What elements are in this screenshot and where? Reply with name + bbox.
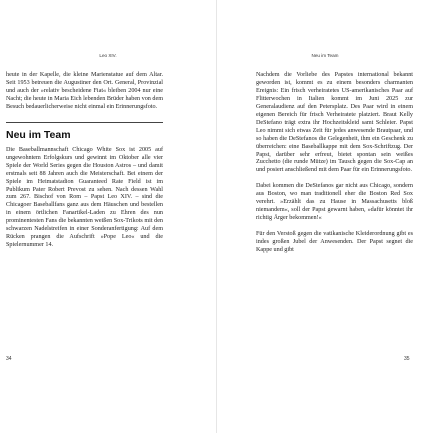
running-head-left: Leo XIV.	[99, 53, 117, 58]
page-number-left: 34	[6, 356, 12, 362]
paragraph-white-sox: Die Baseballmannschaft Chicago White Sox ist 2005 auf ungewohntem Erfolgskurs und gewinnt im Oktober alle vier Spiele der World Series gegen die Houston Astros – und damit erstmals seit 88 Jahren auch die Meisterschaft. Bei einem der Spiele im Heimatstadion Guaranteed Rate Field ist im Publikum Pater Robert Prevost zu sehen. Nach dessen Wahl zum 267. Bischof von Rom – Papst Leo XIV. – sind die Chicagoer Baseballfans ganz aus dem Häuschen und bestellen in einem örtlichen Fanartikel-Laden zu Ehren des nun prominentesten Fans die bekannten weißen Sox-Trikots mit den schwarzen Nadelstreifen in einer Sonderanfertigung: Auf dem Rücken prangen die Aufschrift »Pope Leo« und die Spielernummer 14.	[6, 146, 163, 249]
right-text-column	[256, 72, 413, 255]
section-divider	[6, 122, 163, 123]
right-page	[217, 0, 433, 433]
paragraph-intro: heute in der Kapelle, die kleine Marienstatue auf dem Altar. Seit 1953 betreuen die Augustiner den Ort. General, Provinzial und auch der »relativ bescheidene Fiat« bleiben 2004 nur eine Nacht; die heute in Maria Eich lebenden Brüder haben von dem Besuch bedauerlicherweise nicht einmal ein Erinnerungsfoto.	[6, 72, 163, 110]
paragraph-dress-code: Für den Verstoß gegen die vatikanische Kleiderordnung gibt es indes großen Jubel der Anwesenden. Der Papst segnet die Kappe und gibt	[256, 231, 413, 253]
section-heading: Neu im Team	[6, 128, 71, 141]
page-number-right: 35	[404, 356, 410, 362]
left-text-column	[6, 72, 163, 250]
left-page	[0, 0, 216, 433]
paragraph-boston: Dabei kommen die DeStefanos gar nicht aus Chicago, sondern aus Boston, wo man traditionell eher die Boston Red Sox verehrt. »Erzählt das zu Hause in Massachusetts bloß niemandem«, soll der Papst gewarnt haben, »dafür könntet ihr richtig Ärger bekommen!«	[256, 183, 413, 222]
running-head-right: Neu im Team	[311, 53, 339, 58]
paragraph-wedding-couple: Nachdem die Vorliebe des Papstes international bekannt geworden ist, kommt es zu einem besonders charmanten Ereignis: Ein frisch verheiratetes US-amerikanisches Paar auf Flitterwochen in Italien kommt im Juni 2025 zur Generalaudienz auf den Petersplatz. Des Paar wird in einem eigenen Bereich für frisch Verheiratete platziert. Braut Kelly DeStefano trägt extra ihr Hochzeitskleid samt Schleier. Papst Leo nimmt sich etwas Zeit für jedes anwesende Brautpaar, und so haben die DeStefanos die Gelegenheit, ihm ein Geschenk zu überreichen: eine Baseballkappe mit dem Sox-Schriftzug. Der Papst, darüber sehr erfreut, bietet spontan sein weißes Zucchetto (die runde Mütze) im Tausch gegen die Sox-Cap an und posiert anschließend mit dem Paar für ein Erinnerungsfoto.	[256, 72, 413, 174]
